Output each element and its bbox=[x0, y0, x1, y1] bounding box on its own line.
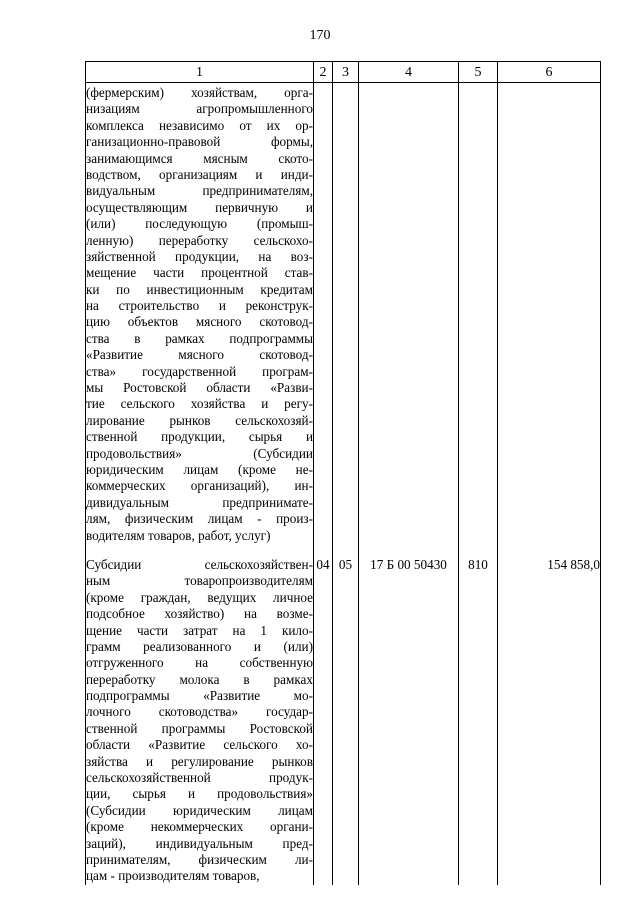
row-description bbox=[86, 552, 314, 885]
description-line: Субсидии сельскохозяйствен- bbox=[86, 556, 313, 572]
description-line: на строительство и реконструк- bbox=[86, 298, 313, 314]
description-line: продовольствия» (Субсидии bbox=[86, 445, 313, 461]
description-line: дивидуальным предпринимате- bbox=[86, 494, 313, 510]
description-line: ства в рамках подпрограммы bbox=[86, 330, 313, 346]
description-line: ственной продукции, сырья и bbox=[86, 429, 313, 445]
description-line: (кроме некоммерческих органи- bbox=[86, 819, 313, 835]
description-line: коммерческих организаций), ин- bbox=[86, 478, 313, 494]
column-header-4: 4 bbox=[359, 62, 459, 83]
description-line: зяйства и регулирование рынков bbox=[86, 753, 313, 769]
description-line: (кроме граждан, ведущих личное bbox=[86, 589, 313, 605]
description-line: (или) последующую (промыш- bbox=[86, 216, 313, 232]
expense-type-code: 810 bbox=[459, 552, 498, 885]
description-line: «Развитие мясного скотовод- bbox=[86, 347, 313, 363]
description-line: сельскохозяйственной продук- bbox=[86, 770, 313, 786]
description-line: ции, сырья и продовольствия» bbox=[86, 786, 313, 802]
target-article-code: 17 Б 00 50430 bbox=[359, 552, 459, 885]
description-line: заций), индивидуальным пред- bbox=[86, 835, 313, 851]
description-line: (фермерским) хозяйствам, орга- bbox=[86, 85, 313, 100]
description-line: ственной программы Ростовской bbox=[86, 720, 313, 736]
table-row bbox=[86, 83, 601, 552]
column-header-6: 6 bbox=[498, 62, 601, 83]
description-line: мы Ростовской области «Разви- bbox=[86, 380, 313, 396]
description-line: ленную) переработку сельскохо- bbox=[86, 232, 313, 248]
description-line: юридическим лицам (кроме не- bbox=[86, 461, 313, 477]
description-line: принимателям, физическим ли- bbox=[86, 851, 313, 867]
column-header-2: 2 bbox=[314, 62, 333, 83]
section-code: 04 bbox=[314, 552, 333, 885]
subsection-code bbox=[333, 83, 359, 552]
description-line: ства» государственной програм- bbox=[86, 363, 313, 379]
description-line: подпрограммы «Развитие мо- bbox=[86, 688, 313, 704]
column-number-header-row bbox=[86, 62, 601, 83]
description-line: грамм реализованного и (или) bbox=[86, 638, 313, 654]
column-header-1: 1 bbox=[86, 62, 314, 83]
description-line: низациям агропромышленного bbox=[86, 101, 313, 117]
description-line: цию объектов мясного скотовод- bbox=[86, 314, 313, 330]
description-line: видуальным предпринимателям, bbox=[86, 183, 313, 199]
amount-value: 154 858,0 bbox=[498, 552, 601, 885]
description-line: (Субсидии юридическим лицам bbox=[86, 802, 313, 818]
row-description bbox=[86, 83, 314, 552]
section-code bbox=[314, 83, 333, 552]
table-row bbox=[86, 552, 601, 885]
budget-table bbox=[85, 61, 601, 885]
description-line: лям, физическим лицам - произ- bbox=[86, 511, 313, 527]
amount-value bbox=[498, 83, 601, 552]
column-header-3: 3 bbox=[333, 62, 359, 83]
description-line: тие сельского хозяйства и регу- bbox=[86, 396, 313, 412]
description-line: водством, организациям и инди- bbox=[86, 166, 313, 182]
description-line: подсобное хозяйство) на возме- bbox=[86, 606, 313, 622]
description-line: водителям товаров, работ, услуг) bbox=[86, 527, 271, 543]
page-number: 170 bbox=[309, 28, 331, 43]
description-line: осуществляющим первичную и bbox=[86, 199, 313, 215]
description-line: отгруженного на собственную bbox=[86, 655, 313, 671]
description-line: зяйственной продукции, на воз- bbox=[86, 248, 313, 264]
expense-type-code bbox=[459, 83, 498, 552]
description-line: щение части затрат на 1 кило- bbox=[86, 622, 313, 638]
description-line: мещение части процентной став- bbox=[86, 265, 313, 281]
description-line: лирование рынков сельскохозяй- bbox=[86, 412, 313, 428]
description-line: области «Развитие сельского хо- bbox=[86, 737, 313, 753]
description-line: комплекса независимо от их ор- bbox=[86, 117, 313, 133]
description-line: лочного скотоводства» государ- bbox=[86, 704, 313, 720]
description-line: ным товаропроизводителям bbox=[86, 573, 313, 589]
column-header-5: 5 bbox=[459, 62, 498, 83]
description-line: цам - производителям товаров, bbox=[86, 868, 260, 884]
description-line: занимающимся мясным ското- bbox=[86, 150, 313, 166]
target-article-code bbox=[359, 83, 459, 552]
description-line: ки по инвестиционным кредитам bbox=[86, 281, 313, 297]
description-line: ганизационно-правовой формы, bbox=[86, 134, 313, 150]
subsection-code: 05 bbox=[333, 552, 359, 885]
description-line: переработку молока в рамках bbox=[86, 671, 313, 687]
